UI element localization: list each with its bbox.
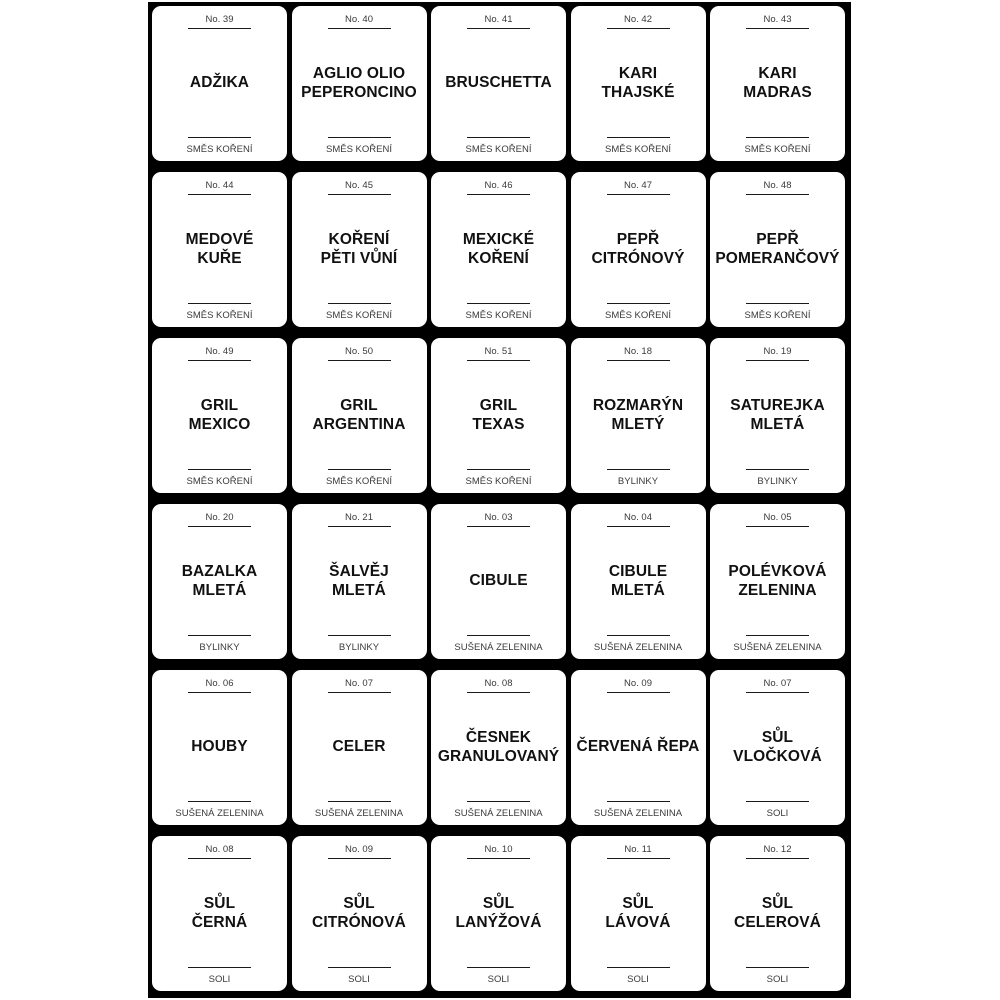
top-rule <box>188 858 251 859</box>
top-rule <box>607 692 670 693</box>
top-rule <box>467 858 530 859</box>
label-name: ČESNEK GRANULOVANÝ <box>437 728 560 765</box>
label-category: SOLI <box>766 974 789 985</box>
bottom-rule <box>188 801 251 802</box>
label-name: SŮL LANÝŽOVÁ <box>455 894 542 931</box>
label-number: No. 21 <box>345 512 373 523</box>
label-name: SŮL VLOČKOVÁ <box>733 728 822 765</box>
label-number: No. 45 <box>345 180 373 191</box>
bottom-rule <box>188 967 251 968</box>
spice-label <box>710 670 845 825</box>
label-category: SOLI <box>208 974 231 985</box>
label-category: SMĚS KOŘENÍ <box>465 144 532 155</box>
bottom-rule <box>607 635 670 636</box>
bottom-rule <box>188 137 251 138</box>
label-category: SUŠENÁ ZELENINA <box>175 808 264 819</box>
label-category: BYLINKY <box>338 642 380 653</box>
top-rule <box>467 28 530 29</box>
label-category: BYLINKY <box>617 476 659 487</box>
label-category: SUŠENÁ ZELENINA <box>733 642 822 653</box>
bottom-rule <box>188 635 251 636</box>
label-number: No. 07 <box>345 678 373 689</box>
label-number: No. 44 <box>205 180 234 191</box>
bottom-rule <box>467 303 530 304</box>
label-number: No. 46 <box>484 180 513 191</box>
spice-label <box>571 338 706 493</box>
top-rule <box>746 360 809 361</box>
label-number: No. 06 <box>205 678 234 689</box>
spice-label <box>710 836 845 991</box>
spice-label <box>292 338 427 493</box>
spice-label <box>571 836 706 991</box>
top-rule <box>607 194 670 195</box>
label-name: PEPŘ CITRÓNOVÝ <box>591 230 685 267</box>
label-name: CIBULE <box>469 572 528 590</box>
label-category: BYLINKY <box>757 476 798 487</box>
bottom-rule <box>328 967 391 968</box>
bottom-rule <box>746 967 809 968</box>
spice-label <box>152 6 287 161</box>
bottom-rule <box>607 137 670 138</box>
label-category: SUŠENÁ ZELENINA <box>593 642 683 653</box>
label-category: SMĚS KOŘENÍ <box>186 144 253 155</box>
label-category: SOLI <box>487 974 510 985</box>
bottom-rule <box>746 635 809 636</box>
bottom-rule <box>467 801 530 802</box>
label-category: SMĚS KOŘENÍ <box>465 476 532 487</box>
top-rule <box>328 692 391 693</box>
bottom-rule <box>467 137 530 138</box>
label-number: No. 12 <box>763 844 792 855</box>
label-name: BAZALKA MLETÁ <box>181 562 258 599</box>
top-rule <box>746 692 809 693</box>
label-category: SOLI <box>627 974 649 985</box>
spice-label <box>431 836 566 991</box>
label-name: GRIL TEXAS <box>472 396 525 433</box>
label-category: SUŠENÁ ZELENINA <box>454 642 543 653</box>
spice-label <box>710 504 845 659</box>
label-number: No. 08 <box>484 678 513 689</box>
top-rule <box>467 692 530 693</box>
label-name: CIBULE MLETÁ <box>608 562 668 599</box>
bottom-rule <box>607 469 670 470</box>
spice-label <box>431 172 566 327</box>
label-category: SMĚS KOŘENÍ <box>605 144 671 155</box>
label-number: No. 09 <box>345 844 373 855</box>
label-number: No. 18 <box>624 346 652 357</box>
label-number: No. 47 <box>624 180 652 191</box>
label-category: SMĚS KOŘENÍ <box>326 144 392 155</box>
label-number: No. 42 <box>624 14 652 25</box>
top-rule <box>328 28 391 29</box>
label-name: GRIL MEXICO <box>188 396 251 433</box>
top-rule <box>467 360 530 361</box>
bottom-rule <box>328 635 391 636</box>
label-name: KARI MADRAS <box>743 64 812 101</box>
label-category: SOLI <box>766 808 789 819</box>
label-name: KOŘENÍ PĚTI VŮNÍ <box>320 230 398 267</box>
spice-label <box>431 504 566 659</box>
label-number: No. 41 <box>484 14 513 25</box>
label-number: No. 43 <box>763 14 792 25</box>
bottom-rule <box>607 967 670 968</box>
spice-label <box>152 504 287 659</box>
label-name: MEXICKÉ KOŘENÍ <box>462 230 535 267</box>
bottom-rule <box>746 801 809 802</box>
top-rule <box>188 692 251 693</box>
label-category: SUŠENÁ ZELENINA <box>593 808 683 819</box>
top-rule <box>188 28 251 29</box>
label-name: PEPŘ POMERANČOVÝ <box>715 230 840 267</box>
label-name: CELER <box>332 738 386 756</box>
label-category: SUŠENÁ ZELENINA <box>454 808 543 819</box>
spice-label <box>571 172 706 327</box>
label-number: No. 04 <box>624 512 652 523</box>
label-number: No. 08 <box>205 844 234 855</box>
top-rule <box>746 194 809 195</box>
label-number: No. 10 <box>484 844 513 855</box>
top-rule <box>188 194 251 195</box>
top-rule <box>328 526 391 527</box>
label-number: No. 39 <box>205 14 234 25</box>
label-name: BRUSCHETTA <box>445 74 552 92</box>
label-number: No. 50 <box>345 346 373 357</box>
spice-label <box>710 338 845 493</box>
label-number: No. 20 <box>205 512 234 523</box>
label-category: SMĚS KOŘENÍ <box>465 310 532 321</box>
bottom-rule <box>746 137 809 138</box>
spice-label <box>292 504 427 659</box>
label-number: No. 07 <box>763 678 792 689</box>
top-rule <box>328 858 391 859</box>
bottom-rule <box>328 303 391 304</box>
label-name: SATUREJKA MLETÁ <box>730 396 825 433</box>
spice-label <box>292 172 427 327</box>
label-category: SMĚS KOŘENÍ <box>326 310 392 321</box>
spice-label <box>431 6 566 161</box>
label-name: MEDOVÉ KUŘE <box>185 230 254 267</box>
spice-label <box>431 338 566 493</box>
label-name: ŠALVĚJ MLETÁ <box>329 562 389 599</box>
top-rule <box>607 28 670 29</box>
spice-label <box>431 670 566 825</box>
label-name: SŮL ČERNÁ <box>191 894 248 931</box>
top-rule <box>607 360 670 361</box>
top-rule <box>467 194 530 195</box>
top-rule <box>607 858 670 859</box>
bottom-rule <box>188 303 251 304</box>
label-category: SMĚS KOŘENÍ <box>326 476 392 487</box>
label-name: SŮL CITRÓNOVÁ <box>312 894 406 931</box>
label-number: No. 05 <box>763 512 792 523</box>
label-number: No. 19 <box>763 346 792 357</box>
top-rule <box>188 360 251 361</box>
label-number: No. 49 <box>205 346 234 357</box>
bottom-rule <box>746 469 809 470</box>
label-number: No. 51 <box>484 346 513 357</box>
top-rule <box>607 526 670 527</box>
label-number: No. 03 <box>484 512 513 523</box>
label-number: No. 09 <box>624 678 652 689</box>
label-name: ČERVENÁ ŘEPA <box>576 738 700 756</box>
label-category: SMĚS KOŘENÍ <box>186 310 253 321</box>
top-rule <box>746 858 809 859</box>
spice-label <box>152 172 287 327</box>
bottom-rule <box>328 469 391 470</box>
label-category: SUŠENÁ ZELENINA <box>314 808 404 819</box>
label-category: BYLINKY <box>199 642 240 653</box>
top-rule <box>328 194 391 195</box>
bottom-rule <box>467 967 530 968</box>
bottom-rule <box>328 137 391 138</box>
label-number: No. 48 <box>763 180 792 191</box>
label-grid <box>152 6 845 991</box>
label-category: SOLI <box>348 974 370 985</box>
label-category: SMĚS KOŘENÍ <box>744 144 811 155</box>
spice-label <box>710 172 845 327</box>
spice-label <box>710 6 845 161</box>
label-number: No. 40 <box>345 14 373 25</box>
label-name: ADŽIKA <box>189 74 250 92</box>
spice-label <box>292 670 427 825</box>
label-name: KARI THAJSKÉ <box>601 64 675 101</box>
label-name: GRIL ARGENTINA <box>312 396 406 433</box>
label-name: HOUBY <box>191 738 248 756</box>
top-rule <box>746 526 809 527</box>
spice-label <box>571 504 706 659</box>
spice-label <box>571 670 706 825</box>
bottom-rule <box>467 469 530 470</box>
spice-label <box>152 670 287 825</box>
label-sheet <box>148 2 851 998</box>
top-rule <box>467 526 530 527</box>
top-rule <box>746 28 809 29</box>
bottom-rule <box>607 303 670 304</box>
bottom-rule <box>467 635 530 636</box>
label-category: SMĚS KOŘENÍ <box>605 310 671 321</box>
label-name: ROZMARÝN MLETÝ <box>592 396 684 433</box>
label-name: POLÉVKOVÁ ZELENINA <box>728 562 827 599</box>
spice-label <box>292 836 427 991</box>
spice-label <box>571 6 706 161</box>
bottom-rule <box>188 469 251 470</box>
label-category: SMĚS KOŘENÍ <box>744 310 811 321</box>
bottom-rule <box>746 303 809 304</box>
bottom-rule <box>607 801 670 802</box>
bottom-rule <box>328 801 391 802</box>
top-rule <box>328 360 391 361</box>
label-number: No. 11 <box>624 844 652 855</box>
label-name: SŮL CELEROVÁ <box>734 894 821 931</box>
spice-label <box>292 6 427 161</box>
top-rule <box>188 526 251 527</box>
spice-label <box>152 836 287 991</box>
spice-label <box>152 338 287 493</box>
label-name: AGLIO OLIO PEPERONCINO <box>301 64 417 101</box>
label-name: SŮL LÁVOVÁ <box>605 894 671 931</box>
label-category: SMĚS KOŘENÍ <box>186 476 253 487</box>
